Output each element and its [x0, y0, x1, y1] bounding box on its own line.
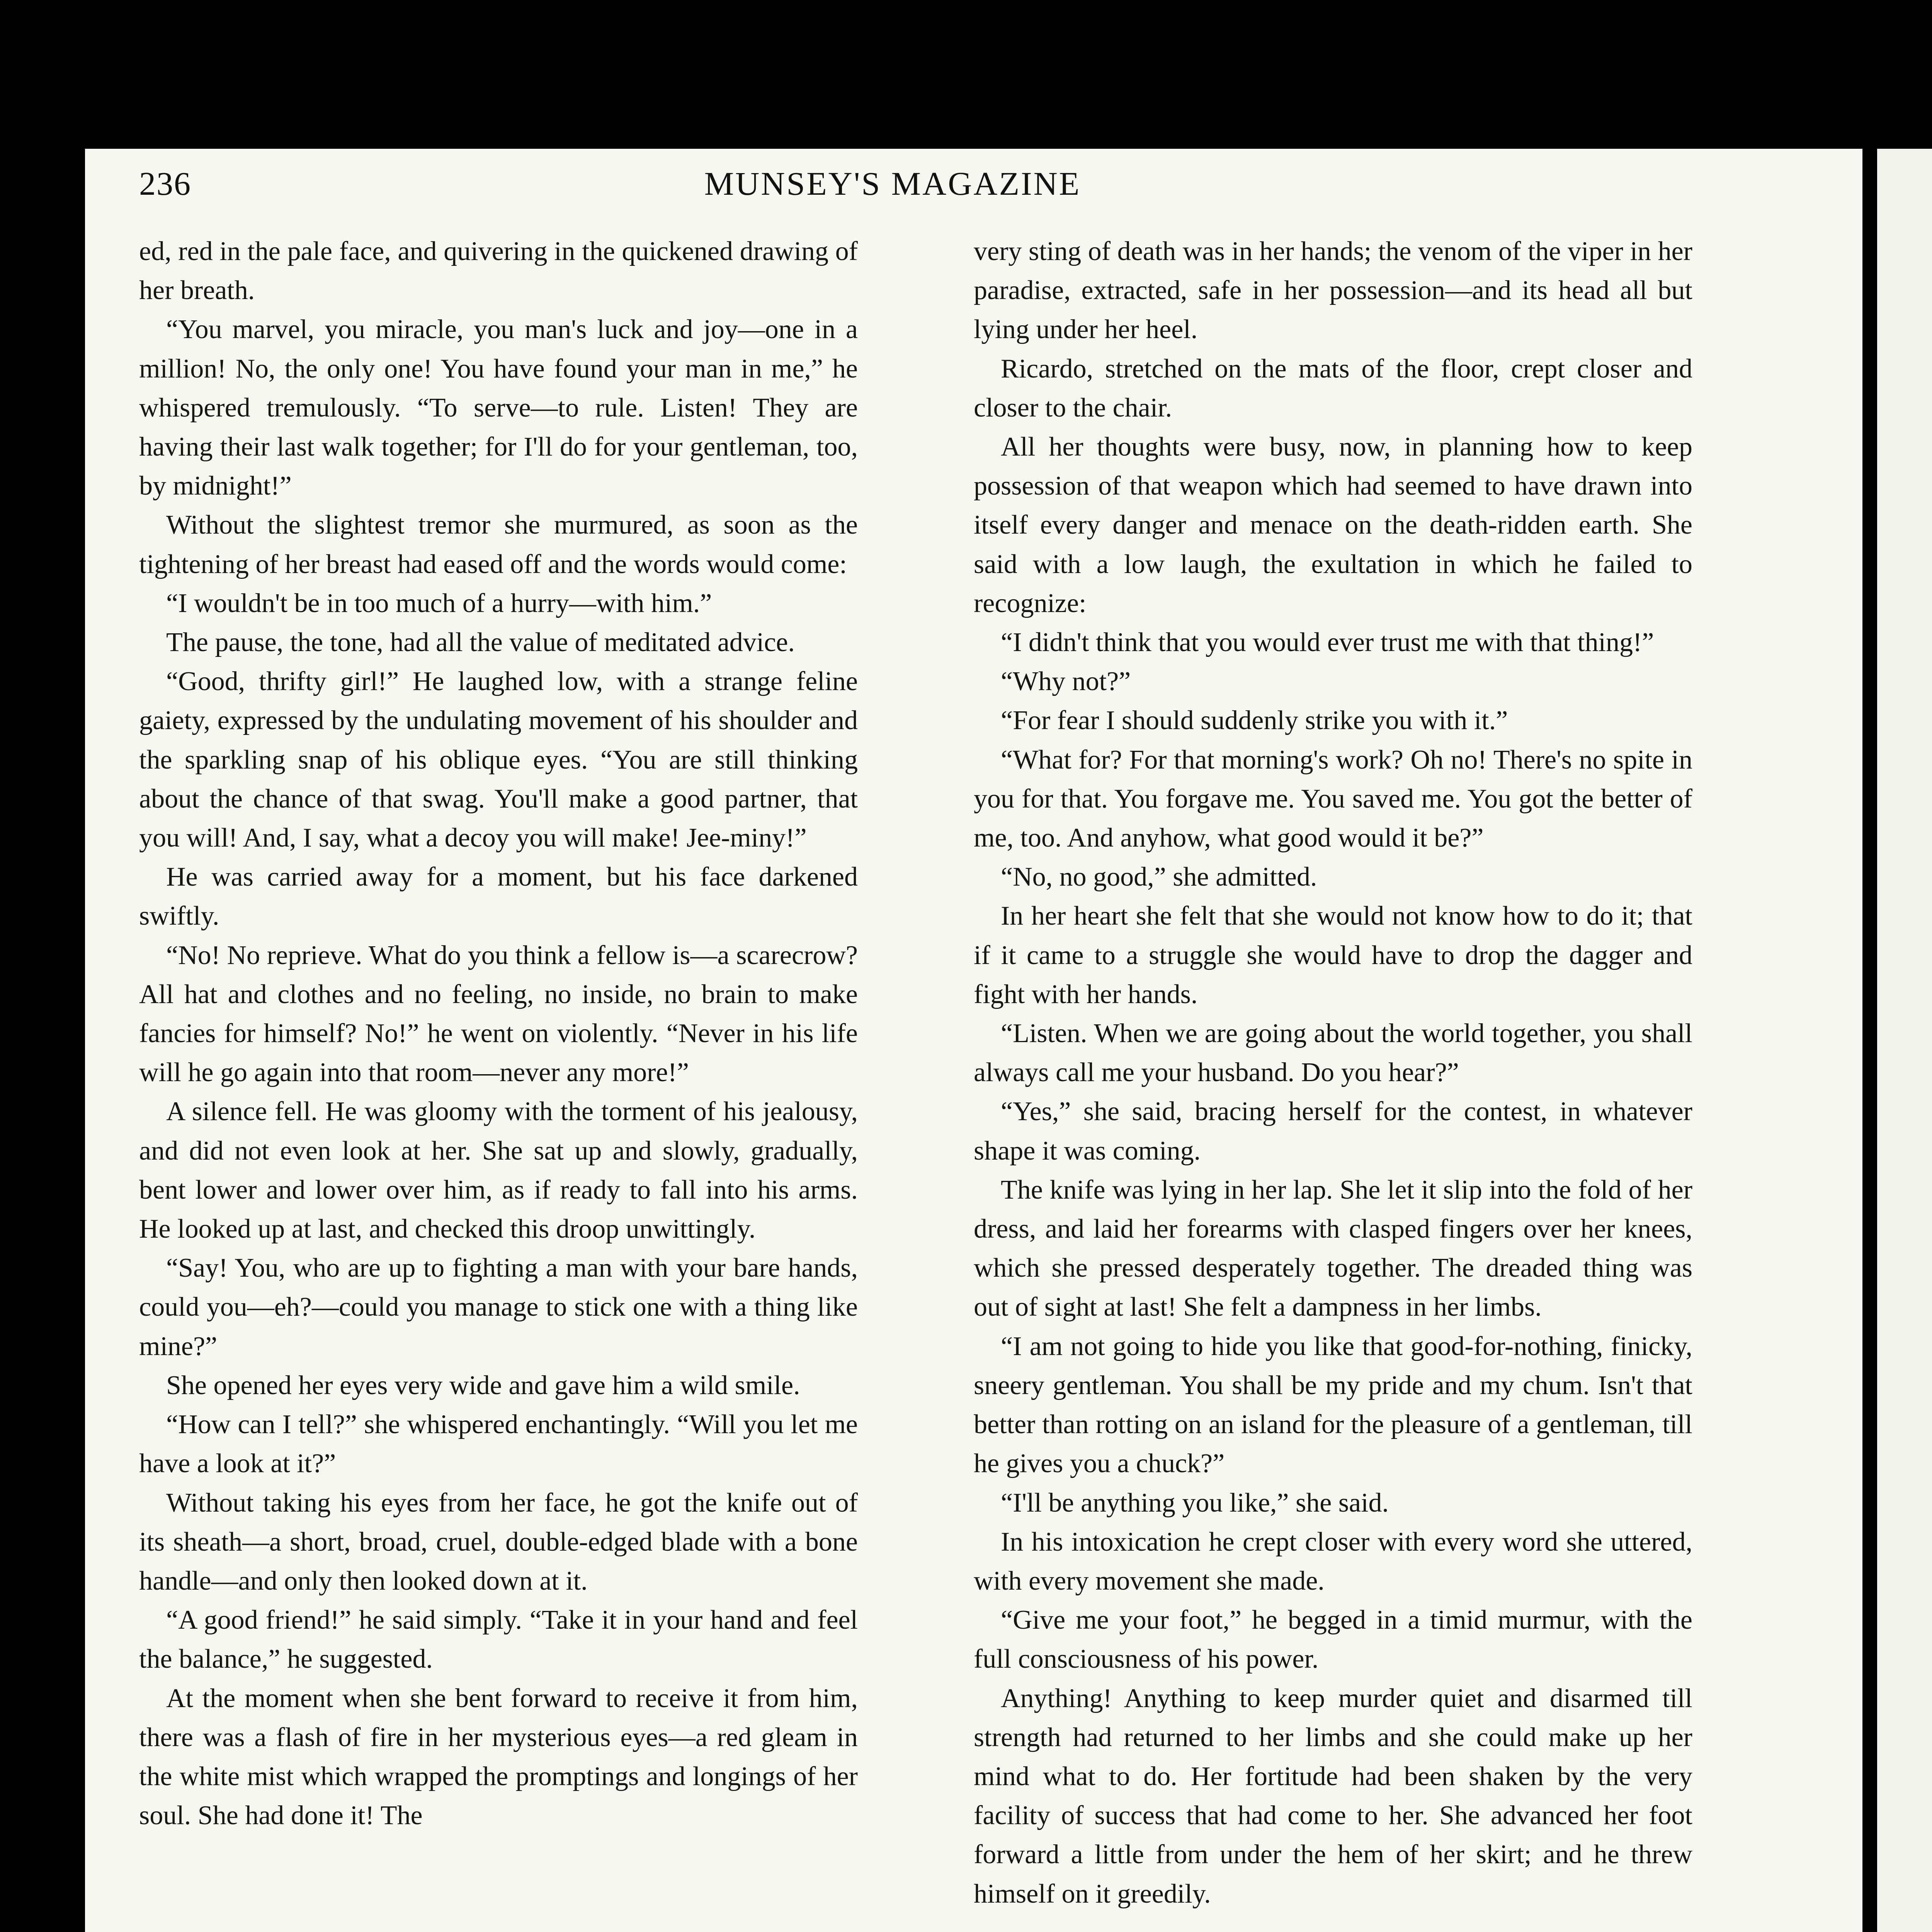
paragraph: “Good, thrifty girl!” He laughed low, with a strange feline gaiety, expressed by the undulating movement of his shoulder and the sparkling snap of his oblique eyes. “You are still thinking about the chance of that swag. You'll make a good partner, that you will! And, I say, what a decoy you will make! Jee-miny!”: [139, 667, 858, 853]
running-head: MUNSEY'S MAGAZINE: [704, 165, 1081, 202]
paragraph: “A good friend!” he said simply. “Take it in your hand and feel the balance,” he suggested.: [139, 1605, 858, 1674]
paragraph: She opened her eyes very wide and gave him a wild smile.: [166, 1370, 800, 1400]
paragraph: In her heart she felt that she would not know how to do it; that if it came to a struggle she would have to drop the dagger and fight with her hands.: [974, 901, 1692, 1009]
paragraph: ed, red in the pale face, and quivering in the quickened drawing of her breath.: [139, 236, 858, 306]
paragraph: “What for? For that morning's work? Oh no! There's no spite in you for that. You forgave me. You saved me. You got the better of me, too. And anyhow, what good would it be?”: [974, 745, 1692, 853]
paragraph: “Yes,” she said, bracing herself for the contest, in whatever shape it was coming.: [974, 1097, 1692, 1166]
page-header: [139, 164, 1646, 218]
paragraph: Without taking his eyes from her face, he got the knife out of its sheath—a short, broad, cruel, double-edged blade with a bone handle—and only then looked down at it.: [139, 1488, 858, 1596]
paragraph: He was carried away for a moment, but his face darkened swiftly.: [139, 862, 858, 931]
paragraph: “Listen. When we are going about the world together, you shall always call me your husband. Do you hear?”: [974, 1019, 1692, 1088]
paragraph: The pause, the tone, had all the value of meditated advice.: [166, 628, 795, 658]
paragraph: “No! No reprieve. What do you think a fellow is—a scarecrow? All hat and clothes and no feeling, no inside, no brain to make fancies for himself? No!” he went on violently. “Never in his life will he go again into that room—never any more!”: [139, 940, 858, 1088]
paragraph: At the moment when she bent forward to receive it from him, there was a flash of fire in her mysterious eyes—a red gleam in the white mist which wrapped the promptings and longings of her soul. She had done it! The: [139, 1683, 858, 1831]
paragraph: “Give me your foot,” he begged in a timid murmur, with the full consciousness of his power.: [974, 1605, 1692, 1674]
paragraph: All her thoughts were busy, now, in planning how to keep possession of that weapon which had seemed to have drawn into itself every danger and menace on the death-ridden earth. She said with a low laugh, the exultation in which he failed to recognize:: [974, 432, 1692, 618]
paragraph: Anything! Anything to keep murder quiet and disarmed till strength had returned to her limbs and she could make up her mind what to do. Her fortitude had been shaken by the very facility of success that had come to her. She advanced her foot forward a little from under the hem of her skirt; and he threw himself on it greedily.: [974, 1683, 1692, 1909]
paragraph: “How can I tell?” she whispered enchantingly. “Will you let me have a look at it?”: [139, 1410, 858, 1479]
paragraph: “For fear I should suddenly strike you with it.”: [1001, 706, 1508, 736]
paragraph: In his intoxication he crept closer with every word she uttered, with every movement she made.: [974, 1527, 1692, 1596]
paragraph: “I wouldn't be in too much of a hurry—with him.”: [166, 588, 712, 618]
paragraph: “Why not?”: [1001, 667, 1131, 697]
paragraph: Without the slightest tremor she murmured, as soon as the tightening of her breast had eased off and the words would come:: [139, 510, 858, 579]
paragraph: “You marvel, you miracle, you man's luck and joy—one in a million! No, the only one! You have found your man in me,” he whispered tremulously. “To serve—to rule. Listen! They are having their last walk together; for I'll do for your gentleman, too, by midnight!”: [139, 315, 858, 501]
paragraph: very sting of death was in her hands; the venom of the viper in her paradise, extracted, safe in her possession—and its head all but lying under her heel.: [974, 236, 1692, 345]
facing-page-edge: [1877, 149, 1932, 1932]
paragraph: Ricardo, stretched on the mats of the floor, crept closer and closer to the chair.: [974, 354, 1692, 423]
paragraph: The knife was lying in her lap. She let it slip into the fold of her dress, and laid her forearms with clasped fingers over her knees, which she pressed desperately together. The dreaded thing was out of sight at last! She felt a dampness in her limbs.: [974, 1175, 1692, 1322]
paragraph: A silence fell. He was gloomy with the torment of his jealousy, and did not even look at her. She sat up and slowly, gradually, bent lower and lower over him, as if ready to fall into his arms. He looked up at last, and checked this droop unwittingly.: [139, 1097, 858, 1244]
paragraph: “No, no good,” she admitted.: [1001, 862, 1317, 892]
paragraph: “Say! You, who are up to fighting a man with your bare hands, could you—eh?—could you manage to stick one with a thing like mine?”: [139, 1253, 858, 1361]
page-number: 236: [139, 165, 191, 202]
right-column: [974, 232, 1692, 1932]
paragraph: “I'll be anything you like,” she said.: [1001, 1488, 1389, 1518]
left-column: [139, 232, 858, 1932]
paragraph: “I am not going to hide you like that good-for-nothing, finicky, sneery gentleman. You shall be my pride and my chum. Isn't that better than rotting on an island for the pleasure of a gentleman, till he gives you a chuck?”: [974, 1331, 1692, 1479]
paragraph: “I didn't think that you would ever trust me with that thing!”: [1001, 628, 1654, 658]
